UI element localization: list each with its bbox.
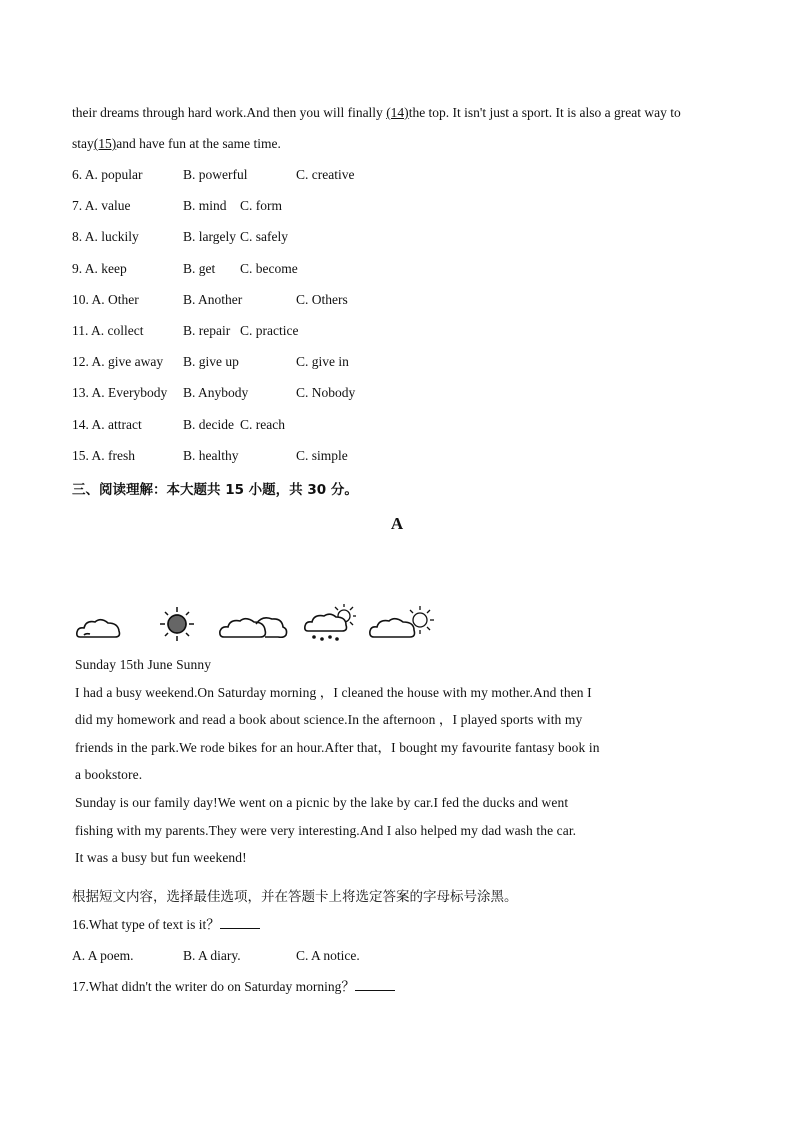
q14-number-a: 14. A. attract [72, 417, 142, 432]
sun-icon [160, 607, 194, 641]
cloud-icon [77, 620, 120, 637]
q13-number-a: 13. A. Everybody [72, 385, 168, 400]
passage-text: and have fun at the same time. [116, 136, 281, 151]
q8-option-c: C. safely [240, 229, 288, 244]
q15-option-c: C. simple [296, 448, 348, 463]
diary-line: did my homework and read a book about science.In the afternoon ，I played sports with my [75, 712, 583, 727]
q6-number-a: 6. A. popular [72, 167, 143, 182]
q9-option-b: B. get [183, 261, 216, 276]
q11-number-a: 11. A. collect [72, 323, 144, 338]
q9-option-c: C. become [240, 261, 298, 276]
passage-text: stay [72, 136, 94, 151]
cloud-sun-icon [370, 606, 434, 637]
q12-option-b: B. give up [183, 354, 239, 369]
blank-14: (14) [386, 105, 409, 120]
q15-number-a: 15. A. fresh [72, 448, 136, 463]
q10-number-a: 10. A. Other [72, 292, 139, 307]
blank-15: (15) [93, 136, 117, 151]
passage-text: the top. It isn't just a sport. It is also a great way to [408, 105, 681, 120]
weather-icons [74, 604, 444, 644]
rain-sun-icon [305, 604, 356, 641]
q12-option-c: C. give in [296, 354, 349, 369]
q16-option-c: C. A notice. [296, 948, 360, 963]
diary-line: It was a busy but fun weekend! [75, 850, 247, 865]
passage-label: A [390, 514, 404, 533]
q7-option-c: C. form [240, 198, 282, 213]
answer-blank [355, 978, 395, 991]
q11-option-b: B. repair [183, 323, 231, 338]
passage-text: their dreams through hard work.And then you will finally [72, 105, 387, 120]
passage-line-1 [72, 104, 681, 122]
diary-line: Sunday is our family day!We went on a picnic by the lake by car.I fed the ducks and went [75, 795, 569, 810]
q8-number-a: 8. A. luckily [72, 229, 139, 244]
diary-line: I had a busy weekend.On Saturday morning ，I cleaned the house with my mother.And then I [75, 685, 592, 700]
diary-line: a bookstore. [75, 767, 143, 782]
diary-line: friends in the park.We rode bikes for an hour.After that，I bought my favourite fantasy book in [75, 740, 600, 755]
section-heading: 三、阅读理解：本大题共 15 小题，共 30 分。 [72, 482, 358, 498]
q10-option-b: B. Another [183, 292, 243, 307]
diary-date-line: Sunday 15th June Sunny [75, 657, 212, 672]
diary-line: fishing with my parents.They were very interesting.And I also helped my dad wash the car. [75, 823, 577, 838]
clouds-icon [220, 618, 287, 637]
q12-number-a: 12. A. give away [72, 354, 164, 369]
q16-option-b: B. A diary. [183, 948, 241, 963]
question-17: 17.What didn't the writer do on Saturday morning？ [72, 978, 395, 996]
q10-option-c: C. Others [296, 292, 348, 307]
q16-option-a: A. A poem. [72, 948, 134, 963]
q6-option-b: B. powerful [183, 167, 248, 182]
q7-option-b: B. mind [183, 198, 227, 213]
instruction: 根据短文内容，选择最佳选项，并在答题卡上将选定答案的字母标号涂黑。 [72, 889, 518, 905]
q15-option-b: B. healthy [183, 448, 239, 463]
q14-option-c: C. reach [240, 417, 285, 432]
answer-blank [220, 916, 260, 929]
q8-option-b: B. largely [183, 229, 236, 244]
q11-option-c: C. practice [240, 323, 299, 338]
q9-number-a: 9. A. keep [72, 261, 127, 276]
q7-number-a: 7. A. value [72, 198, 131, 213]
q13-option-b: B. Anybody [183, 385, 249, 400]
q13-option-c: C. Nobody [296, 385, 356, 400]
q14-option-b: B. decide [183, 417, 234, 432]
passage-line-2 [72, 135, 281, 153]
question-16: 16.What type of text is it？ [72, 916, 260, 934]
q6-option-c: C. creative [296, 167, 355, 182]
